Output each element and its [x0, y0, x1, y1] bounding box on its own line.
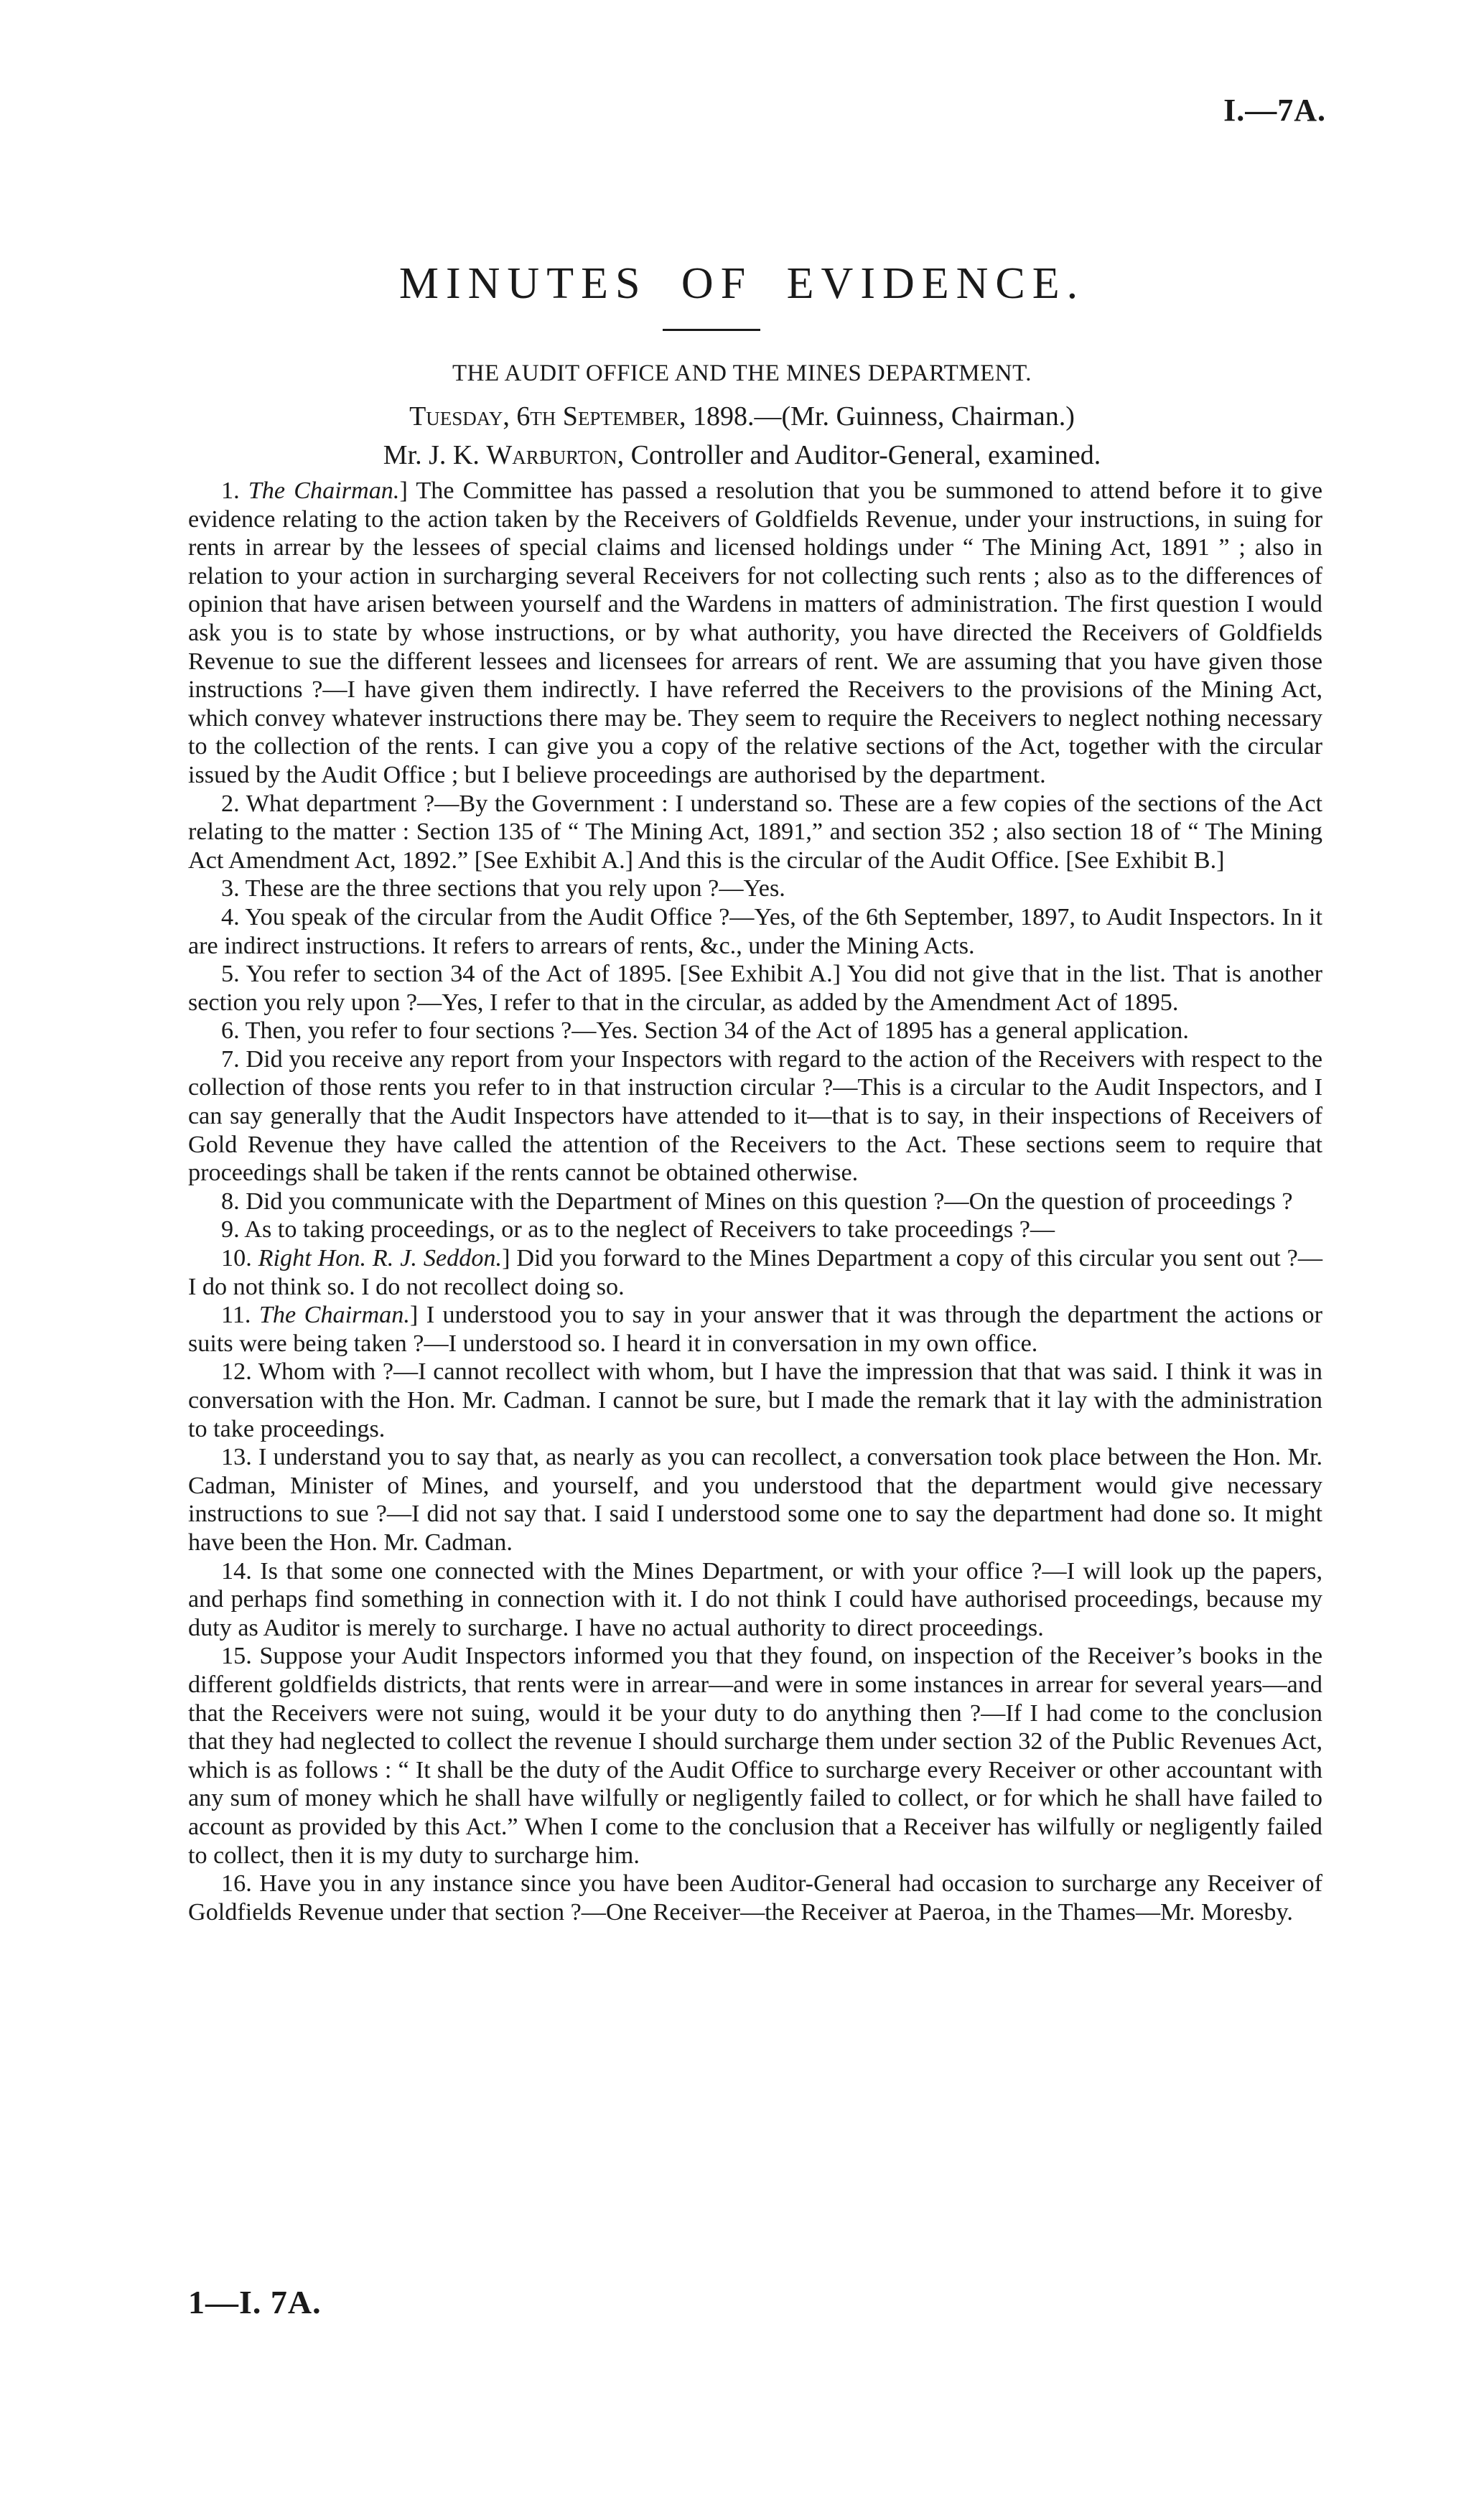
question-1: 1. The Chairman.] The Committee has passed a resolution that you be summoned to attend before it to give evidence relating to the action taken by the Receivers of Goldfields Revenue, under your instructions, in suing for rents in arrear by the lessees of special claims and licensed holdings under “ The Mining Act, 1891 ” ; also in relation to your action in surcharging several Receivers for not collecting such rents ; also as to the differences of opinion that have arisen between yourself and the Wardens in matters of administration. The first question I would ask you is to state by whose instructions, or by what authority, you have directed the Receivers of Goldfields Revenue to sue the different lessees and licensees for arrears of rent. We are assuming that you have given those instructions ?—I have given them indirectly. I have referred the Receivers to the provisions of the Mining Act, which convey whatever instructions there may be. They seem to require the Receivers to neglect nothing necessary to the collection of the rents. I can give you a copy of the relative sections of the Act, together with the circular issued by the Audit Office ; but I believe proceedings are authorised by the department.	[188, 477, 1323, 788]
question-10: 10. Right Hon. R. J. Seddon.] Did you forward to the Mines Department a copy of this circular you sent out ?—I do not think so. I do not recollect doing so.	[188, 1245, 1323, 1300]
question-15: 15. Suppose your Audit Inspectors informed you that they found, on inspection of the Receiver’s books in the different goldfields districts, that rents were in arrear—and were in some instances in arrear for several years—and that the Receivers were not suing, would it be your duty to do anything then ?—If I had come to the conclusion that they had neglected to collect the revenue I should surcharge them under section 32 of the Public Revenues Act, which is as follows : “ It shall be the duty of the Audit Office to surcharge every Receiver or other accountant with any sum of money which he shall have wilfully or negligently failed to collect, or for which he shall have failed to account as provided by this Act.” When I come to the conclusion that a Receiver has wilfully or negligently failed to collect, then it is my duty to surcharge him.	[188, 1643, 1322, 1869]
speaker-name: The Chairman.	[248, 477, 400, 504]
question-13: 13. I understand you to say that, as nearly as you can recollect, a conversation took place between the Hon. Mr. Cadman, Minister of Mines, and yourself, and you understood that the department would give necessary instructions to sue ?—I did not say that. I said I understood some one to say the department had done so. It might have been the Hon. Mr. Cadman.	[188, 1444, 1322, 1556]
title-divider	[663, 329, 760, 331]
question-14: 14. Is that some one connected with the Mines Department, or with your office ?—I will look up the papers, and perhaps find something in connection with it. I do not think I could have authorised proceedings, because my duty as Auditor is merely to surcharge. I have no actual authority to direct proceedings.	[188, 1557, 1322, 1641]
session-chair: —(Mr. Guinness, Chairman.)	[754, 401, 1075, 431]
document-subtitle: THE AUDIT OFFICE AND THE MINES DEPARTMENT.	[452, 360, 1032, 386]
question-16: 16. Have you in any instance since you have been Auditor-General had occasion to surcharge any Receiver of Goldfields Revenue under that section ?—One Receiver—the Receiver at Paeroa, in the Thames—Mr. Moresby.	[188, 1870, 1322, 1926]
question-11: 11. The Chairman.] I understood you to say in your answer that it was through the department the actions or suits were being taken ?—I understood so. I heard it in conversation in my own office.	[188, 1302, 1323, 1357]
question-4: 4. You speak of the circular from the Audit Office ?—Yes, of the 6th September, 1897, to Audit Inspectors. In it are indirect instructions. It refers to arrears of rents, &c., under the Mining Acts.	[188, 903, 1322, 959]
speaker-name: The Chairman.	[258, 1302, 410, 1329]
question-6: 6. Then, you refer to four sections ?—Yes. Section 34 of the Act of 1895 has a general application.	[221, 1017, 1189, 1045]
question-5: 5. You refer to section 34 of the Act of 1895. [See Exhibit A.] You did not give that in the list. That is another section you rely upon ?—Yes, I refer to that in the circular, as added by the Amendment Act of 1895.	[188, 961, 1322, 1016]
witness-line	[0, 439, 1484, 471]
witness-suffix: , Controller and Auditor-General, examined.	[617, 440, 1101, 470]
evidence-body	[188, 477, 1322, 1926]
session-line	[0, 401, 1484, 432]
session-date: Tuesday, 6th September, 1898.	[409, 401, 755, 431]
signature-mark: 1—I. 7A.	[188, 2284, 322, 2320]
document-title: MINUTES OF EVIDENCE.	[398, 259, 1086, 308]
witness-name: Warburton	[486, 440, 617, 470]
question-8: 8. Did you communicate with the Department of Mines on this question ?—On the question of proceedings ?	[221, 1188, 1293, 1215]
page-number: I.—7A.	[1223, 93, 1326, 128]
question-9: 9. As to taking proceedings, or as to the neglect of Receivers to take proceedings ?—	[221, 1216, 1055, 1244]
question-3: 3. These are the three sections that you rely upon ?—Yes.	[221, 875, 785, 902]
speaker-name: Right Hon. R. J. Seddon.	[258, 1245, 503, 1272]
question-12: 12. Whom with ?—I cannot recollect with whom, but I have the impression that that was said. I think it was in conversation with the Hon. Mr. Cadman. I cannot be sure, but I made the remark that it lay with the administration to take proceedings.	[188, 1358, 1322, 1442]
witness-prefix: Mr. J. K.	[383, 440, 487, 470]
question-2: 2. What department ?—By the Government : I understand so. These are a few copies of the sections of the Act relating to the matter : Section 135 of “ The Mining Act, 1891,” and section 352 ; also section 18 of “ The Mining Act Amendment Act, 1892.” [See Exhibit A.] And this is the circular of the Audit Office. [See Exhibit B.]	[188, 790, 1322, 874]
question-7: 7. Did you receive any report from your Inspectors with regard to the action of the Receivers with respect to the collection of those rents you refer to in that instruction circular ?—This is a circular to the Audit Inspectors, and I can say generally that the Audit Inspectors have attended to it—that is to say, in their inspections of Receivers of Gold Revenue they have called the attention of the Receivers to the Act. These sections seem to require that proceedings shall be taken if the rents cannot be obtained otherwise.	[188, 1045, 1322, 1187]
